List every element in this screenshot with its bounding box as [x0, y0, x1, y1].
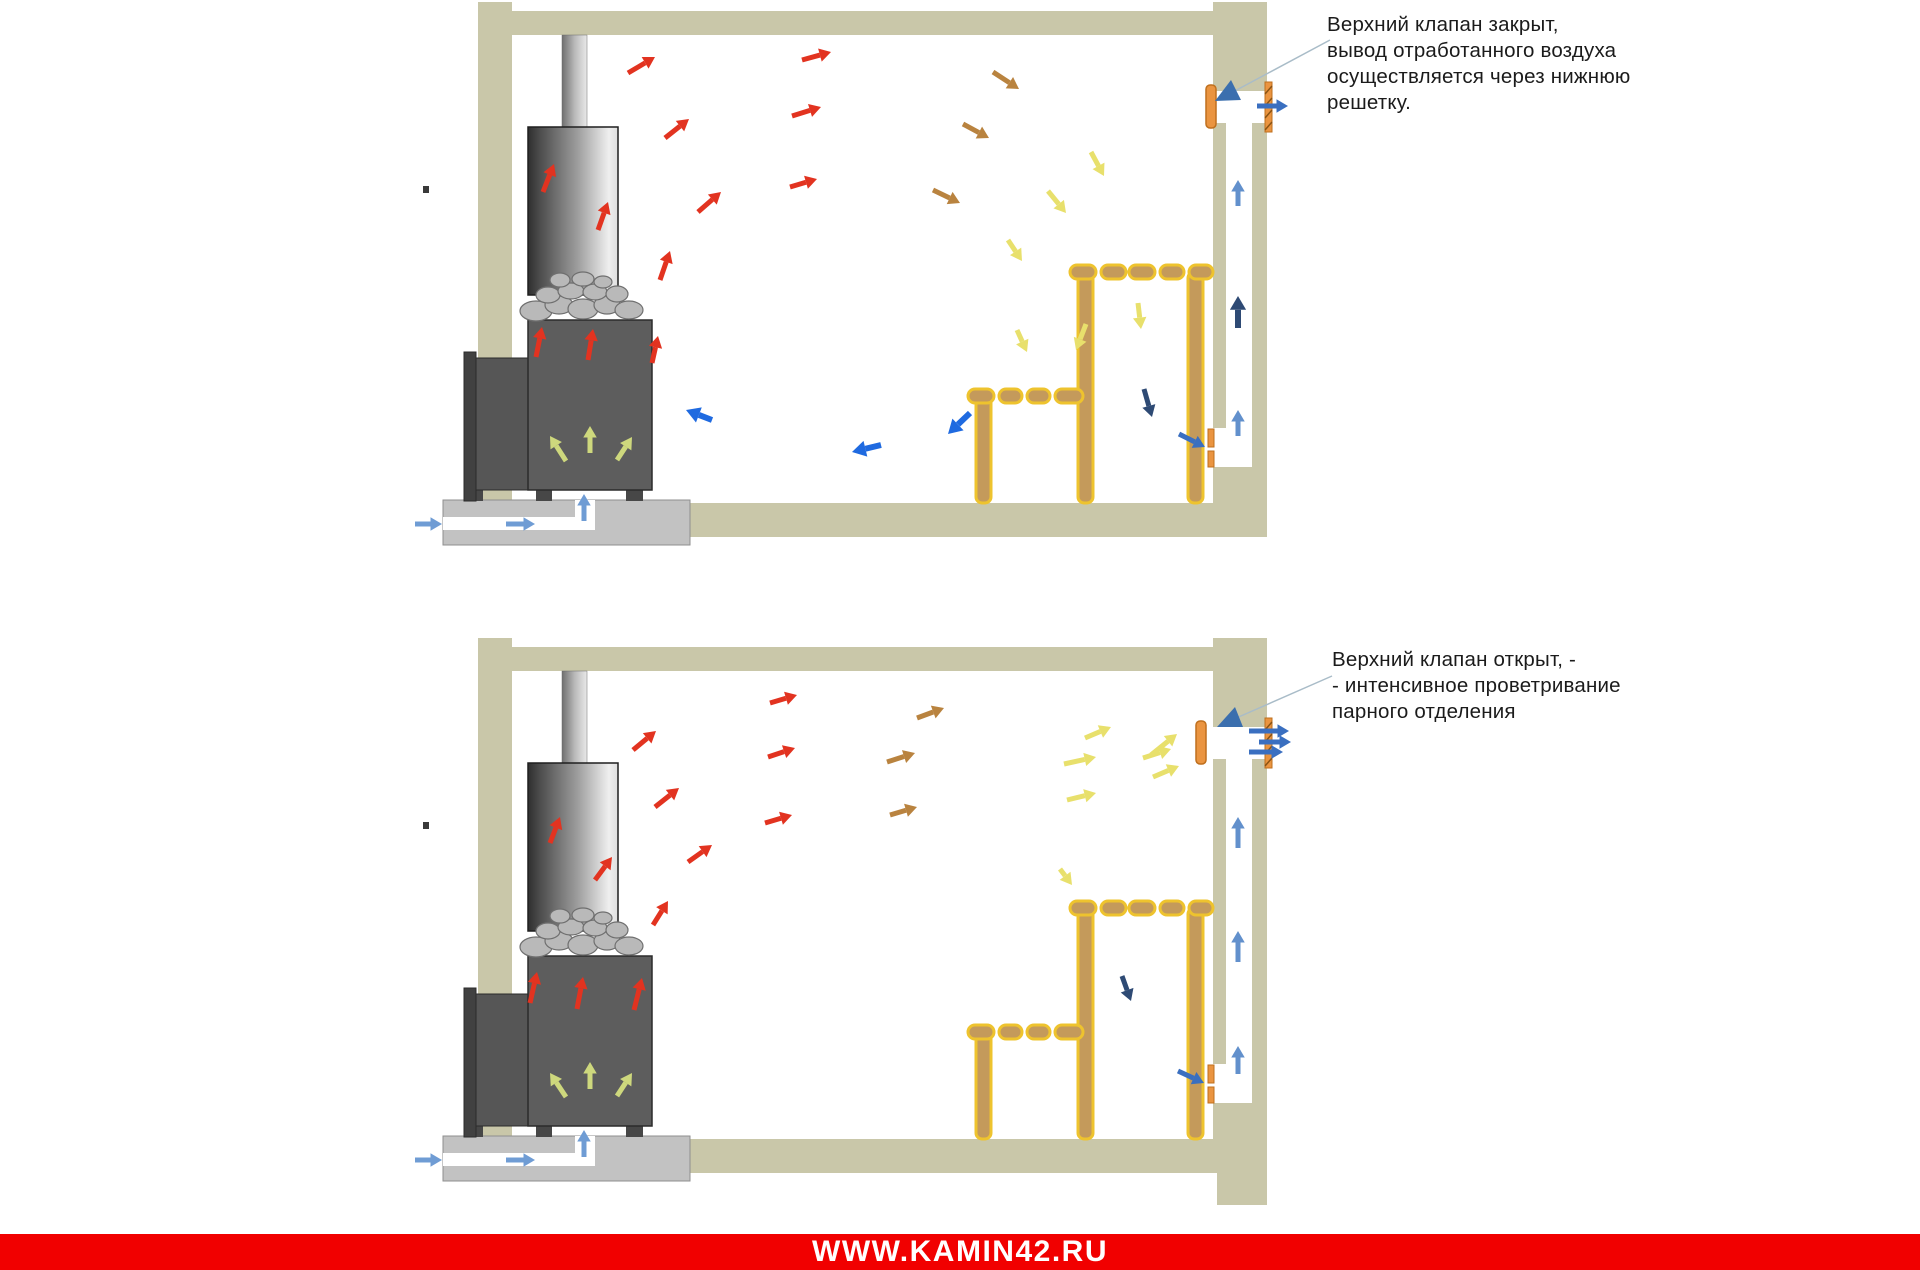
red-arrow-shaft: [688, 852, 703, 862]
bottom-grille-slat: [1208, 451, 1214, 467]
firebox-frame: [464, 352, 476, 501]
tall-bench-slat: [1160, 265, 1184, 279]
right-wall-foot: [1217, 1173, 1267, 1205]
yellow-arrow-shaft: [1153, 770, 1168, 777]
yellow-arrow-head: [1133, 317, 1146, 329]
yellow-arrow-head: [1083, 753, 1096, 766]
low-bench-slat: [1027, 1025, 1050, 1039]
firebox-tunnel: [476, 994, 528, 1126]
chimney-pipe: [562, 35, 587, 128]
yellow-arrow-shaft: [1138, 303, 1140, 318]
yellow-arrow-shaft: [1060, 869, 1065, 876]
blue-arrow-shaft: [958, 413, 970, 424]
floor: [690, 503, 1267, 537]
red-arrow-shaft: [792, 110, 810, 116]
yellow-arrow-shaft: [1085, 731, 1100, 738]
stove-foot: [536, 490, 552, 501]
stove-foot: [536, 1126, 552, 1137]
tall-bench-slat: [1101, 901, 1126, 915]
yellow-arrow-head: [1083, 789, 1096, 802]
footer-bar: [0, 1234, 1920, 1270]
annotation-line: вывод отработанного воздуха: [1327, 39, 1617, 62]
tall-bench-slat: [1129, 265, 1155, 279]
stove-foot: [626, 1126, 643, 1137]
yellow-arrow-shaft: [1143, 753, 1160, 758]
water-tank: [528, 763, 618, 931]
red-arrow-shaft: [768, 752, 784, 757]
sauna-stone: [568, 935, 598, 955]
bottom-grille-slat: [1208, 1087, 1214, 1103]
blue-arrow-head: [852, 441, 867, 457]
red-arrow-shaft: [770, 698, 786, 703]
firebox-tunnel: [476, 358, 528, 490]
wall-mark: [423, 186, 429, 193]
sauna-stone: [568, 299, 598, 319]
low-bench-leg: [976, 1032, 991, 1139]
blue-arrow-shaft: [865, 445, 881, 449]
tall-bench-slat: [1070, 901, 1096, 915]
tall-bench-slat: [1070, 265, 1096, 279]
mid-arrow-head: [1280, 735, 1292, 749]
tall-bench-slat: [1101, 265, 1126, 279]
stove-foot: [626, 490, 643, 501]
bottom-grille-slat: [1208, 429, 1214, 447]
low-bench-slat: [968, 389, 994, 403]
diagram-upper-valve-closed: [415, 2, 1330, 545]
wall-mark: [423, 822, 429, 829]
sauna-stone: [594, 276, 612, 288]
brown-arrow-shaft: [890, 810, 906, 815]
brown-arrow-shaft: [887, 757, 904, 762]
red-arrow-shaft: [660, 262, 666, 280]
low-bench-slat: [999, 1025, 1022, 1039]
navy-arrow-shaft: [1122, 976, 1127, 990]
tall-bench-leg: [1078, 272, 1093, 503]
tall-bench-slat: [1129, 901, 1155, 915]
yellow-arrow-shaft: [1091, 152, 1099, 166]
tall-bench-slat: [1189, 265, 1213, 279]
ceiling: [512, 647, 1213, 671]
sauna-stone: [606, 286, 628, 302]
tall-bench-leg: [1188, 908, 1203, 1139]
top-vent-valve-open: [1196, 721, 1206, 764]
sauna-stone: [536, 923, 560, 939]
brown-arrow-shaft: [963, 124, 979, 133]
annotation-valve-open: [1332, 647, 1621, 725]
blue-arrow-shaft: [699, 415, 712, 420]
bottom-grille-slat: [1208, 1065, 1214, 1083]
firebox-frame: [464, 988, 476, 1137]
tall-bench-leg: [1078, 908, 1093, 1139]
brown-arrow-shaft: [933, 190, 950, 198]
annotation-valve-closed: [1327, 12, 1630, 116]
red-arrow-head: [804, 176, 817, 189]
chimney-pipe: [562, 671, 587, 764]
bottom-grille-opening: [1213, 1064, 1226, 1103]
sauna-stone: [572, 908, 594, 922]
low-bench-leg: [976, 396, 991, 503]
sauna-stone: [550, 273, 570, 287]
yellow-arrow-shaft: [1008, 240, 1016, 251]
red-arrow-shaft: [698, 200, 712, 212]
yellow-arrow-shaft: [1048, 191, 1059, 204]
yellow-arrow-shaft: [1064, 759, 1085, 764]
low-bench-slat: [968, 1025, 994, 1039]
yellow-arrow-shaft: [1017, 330, 1022, 342]
annotation-line: Верхний клапан закрыт,: [1327, 13, 1559, 36]
sauna-stone: [550, 909, 570, 923]
red-arrow-shaft: [765, 818, 781, 823]
brown-arrow-shaft: [917, 712, 933, 718]
annotation-line: парного отделения: [1332, 700, 1516, 723]
red-arrow-shaft: [802, 55, 820, 60]
sauna-stone: [536, 287, 560, 303]
annotation-line: решетку.: [1327, 91, 1412, 114]
red-arrow-shaft: [665, 126, 680, 138]
floor: [690, 1139, 1267, 1173]
red-arrow-shaft: [628, 63, 645, 73]
intake-arrow-head: [431, 1153, 443, 1167]
sauna-stone: [572, 272, 594, 286]
sauna-stone: [615, 937, 643, 955]
website-url: WWW.KAMIN42.RU: [812, 1235, 1108, 1268]
tall-bench-slat: [1160, 901, 1184, 915]
stove-body: [528, 956, 652, 1126]
red-arrow-head: [818, 49, 831, 62]
sauna-stone: [615, 301, 643, 319]
low-bench-slat: [999, 389, 1022, 403]
brown-arrow-shaft: [993, 72, 1009, 83]
mid-arrow-head: [1277, 99, 1289, 113]
annotation-line: осуществляется через нижнюю: [1327, 65, 1631, 88]
low-bench-slat: [1055, 389, 1083, 403]
top-vent-valve-closed: [1206, 85, 1216, 128]
sauna-stone: [606, 922, 628, 938]
navy-arrow-shaft: [1144, 389, 1149, 406]
red-arrow-shaft: [790, 182, 806, 187]
red-arrow-head: [784, 692, 797, 705]
low-bench-slat: [1027, 389, 1050, 403]
red-arrow-head: [779, 812, 792, 825]
red-arrow-shaft: [653, 911, 662, 925]
red-arrow-shaft: [652, 347, 656, 363]
ceiling: [512, 11, 1213, 35]
red-arrow-shaft: [655, 795, 670, 807]
low-bench-slat: [1055, 1025, 1083, 1039]
red-arrow-shaft: [588, 340, 591, 360]
sauna-stone: [594, 912, 612, 924]
brown-arrow-head: [904, 804, 917, 817]
yellow-arrow-shaft: [1067, 796, 1085, 800]
annotation-line: - интенсивное проветривание: [1332, 674, 1621, 697]
diagram-lower-valve-open: [415, 638, 1332, 1205]
bottom-grille-opening: [1213, 428, 1226, 467]
tall-bench-slat: [1189, 901, 1213, 915]
navy-arrow-head: [1142, 404, 1155, 417]
tall-bench-leg: [1188, 272, 1203, 503]
mid-arrow-head: [1278, 724, 1290, 738]
annotation-line: Верхний клапан открыт, -: [1332, 648, 1577, 671]
intake-arrow-head: [431, 517, 443, 531]
red-arrow-shaft: [633, 738, 647, 750]
